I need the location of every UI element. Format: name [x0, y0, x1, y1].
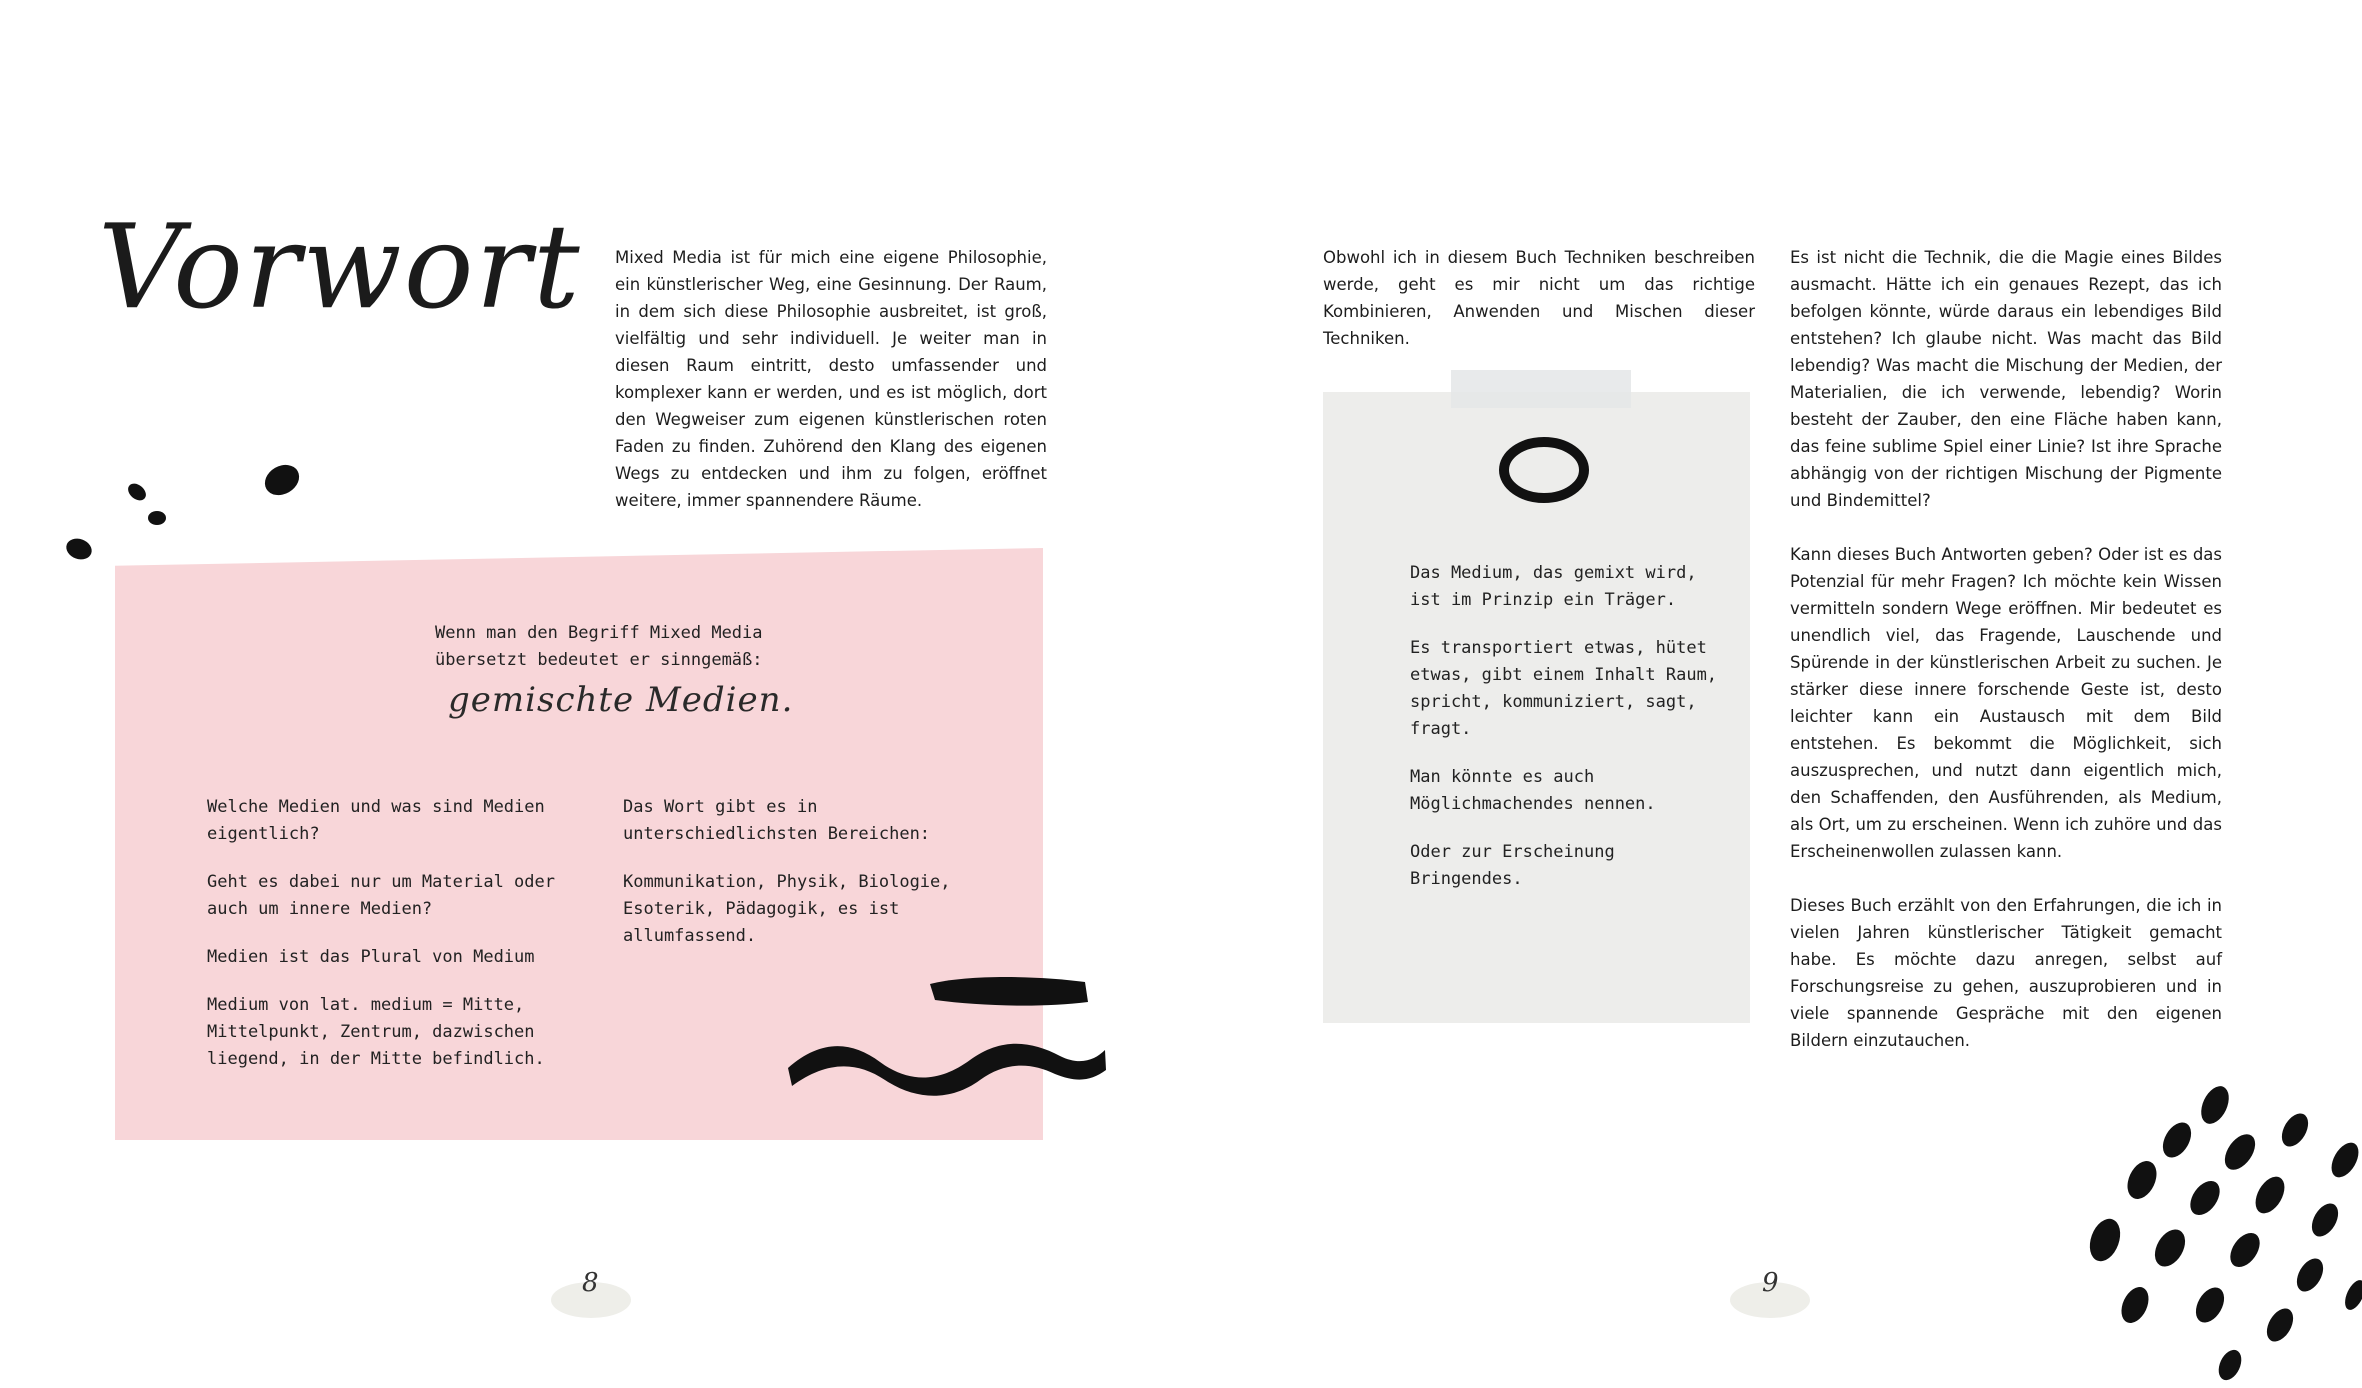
pink-card-intro [435, 620, 855, 674]
intro-line-1: Wenn man den Begriff Mixed Media [435, 623, 763, 643]
gray-card-line: Oder zur Erscheinung Bringendes. [1410, 842, 1615, 889]
col1-line: Welche Medien und was sind Medien eigentlich? [207, 797, 545, 844]
gray-card-text [1410, 560, 1730, 914]
page-number: 9 [1762, 1268, 1779, 1298]
right-col2-paragraph: Kann dieses Buch Antworten geben? Oder ist es das Potenzial für mehr Fragen? Ich möchte kein Wissen vermitteln sondern Wege eröffnen. Mir bedeutet es unendlich viel, das Fragende, Lauschende und Spürende in der künstlerischen Arbeit zu suchen. Je stärker diese innere forschende Geste ist, desto leichter kann ein Austausch mit dem Bild entstehen. Es bekommt die Möglichkeit, sich auszusprechen, und nutzt dann eigentlich mich, den Schaffenden, den Ausführenden, als Medium, als Ort, um zu erscheinen. Wenn ich zuhöre und das Erscheinenwollen zulassen kann. [1790, 545, 2222, 861]
right-col2-paragraph: Es ist nicht die Technik, die die Magie eines Bildes ausmacht. Hätte ich ein genaues Rezept, das ich befolgen könnte, würde daraus ein lebendiges Bild entstehen? Ich glaube nicht. Was macht das Bild lebendig? Was macht die Mischung der Medien, der Materialien, die ich verwende, lebendig? Worin besteht der Zauber, den eine Fläche haben kann, das feine sublime Spiel einer Linie? Ist ihre Sprache abhängig von der richtigen Mischung der Pigmente und Bindemittel? [1790, 248, 2222, 510]
gray-card-line: Das Medium, das gemixt wird, ist im Prinzip ein Träger. [1410, 563, 1697, 610]
tape-strip [1451, 370, 1631, 408]
gray-card-line: Man könnte es auch Möglichmachendes nennen. [1410, 767, 1656, 814]
ink-drops-decoration [2080, 1080, 2362, 1388]
pink-card-column-1 [207, 794, 567, 1094]
col1-line: Medium von lat. medium = Mitte, Mittelpunkt, Zentrum, dazwischen liegend, in der Mitte befindlich. [207, 995, 545, 1069]
intro-text: Mixed Media ist für mich eine eigene Philosophie, ein künstlerischer Weg, eine Gesinnung. Der Raum, in dem sich diese Philosophie ausbreitet, ist groß, vielfältig und sehr individuell. Je weiter man in diesen Raum eintritt, desto umfassender und komplexer kann er werden, und es ist möglich, dort den Wegweiser zum eigenen künstlerischen roten Faden zu finden. Zuhörend den Klang des eigenen Wegs zu entdecken und ihm zu folgen, eröffnet weitere, immer spannendere Räume. [615, 248, 1047, 510]
col1-line: Geht es dabei nur um Material oder auch um innere Medien? [207, 872, 555, 919]
script-phrase: gemischte Medien. [448, 680, 794, 720]
pink-card-column-2 [623, 794, 953, 971]
right-col1-text: Obwohl ich in diesem Buch Techniken beschreiben werde, geht es mir nicht um das richtige Kombinieren, Anwenden und Mischen dieser Techniken. [1323, 248, 1755, 348]
brush-strokes-decoration [780, 970, 1110, 1100]
right-col2-paragraph: Dieses Buch erzählt von den Erfahrungen, die ich in vielen Jahren künstlerischer Tätigkeit gemacht habe. Es möchte dazu anregen, selbst auf Forschungsreise zu gehen, auszuprobieren und in viele spannende Gespräche mit den eigenen Bildern einzutauchen. [1790, 896, 2222, 1050]
intro-line-2: übersetzt bedeutet er sinngemäß: [435, 650, 763, 670]
right-column-2 [1790, 244, 2222, 1054]
gray-card-line: Es transportiert etwas, hütet etwas, gibt einem Inhalt Raum, spricht, kommuniziert, sagt, fragt. [1410, 638, 1718, 739]
col1-line: Medien ist das Plural von Medium [207, 947, 535, 967]
col2-line: Das Wort gibt es in unterschiedlichsten Bereichen: [623, 797, 931, 844]
right-column-1-paragraph [1323, 244, 1755, 352]
intro-paragraph [615, 244, 1047, 514]
ink-circle-icon [1498, 435, 1590, 505]
col2-line: Kommunikation, Physik, Biologie, Esoterik, Pädagogik, es ist allumfassend. [623, 872, 951, 946]
page-title: Vorwort [98, 200, 582, 335]
page-number: 8 [582, 1268, 599, 1298]
